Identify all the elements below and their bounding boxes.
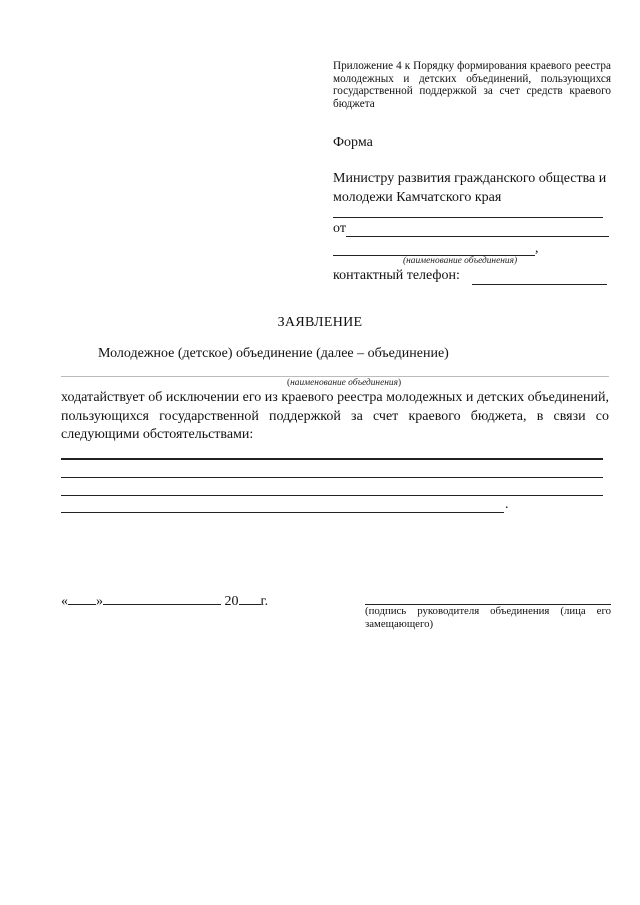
intro-text: Молодежное (детское) объединение (далее – объединение) — [98, 346, 449, 361]
year-suffix: г. — [260, 594, 269, 609]
org-name-line[interactable] — [61, 376, 609, 377]
org-name-hint-header: (наименование объединения) — [403, 256, 518, 266]
circumstances-line-1[interactable] — [61, 458, 603, 460]
phone-label: контактный телефон: — [333, 268, 460, 283]
addressee-blank-line[interactable] — [333, 217, 603, 218]
form-label: Форма — [333, 135, 373, 150]
addressee: Министру развития гражданского общества и молодежи Камчатского края — [333, 171, 607, 205]
hint-close-paren: ) — [397, 378, 402, 388]
hint-text: наименование объединения — [290, 378, 398, 388]
year-blank[interactable] — [239, 590, 261, 605]
year-prefix: 20 — [224, 594, 239, 609]
appendix-note: Приложение 4 к Порядку формирования краевого реестра молодежных и детских объединений, пользующихся государственной поддержкой за счет средств краевого бюджета — [333, 60, 611, 110]
circumstances-line-3[interactable] — [61, 495, 603, 496]
hint-open-paren: ( — [287, 378, 291, 388]
final-period: . — [505, 497, 509, 512]
quote-close: » — [96, 594, 103, 609]
month-blank[interactable] — [103, 590, 221, 605]
body-text: ходатайствует об исключении его из краевого реестра молодежных и детских объединений, пользующихся государственной поддержкой за счет краевого бюджета, в связи со следующими обстоятельствами: — [61, 390, 609, 443]
from-label: от — [333, 221, 346, 236]
quote-open: « — [61, 594, 68, 609]
signature-caption: (подпись руководителя объединения (лица его замещающего) — [365, 605, 611, 630]
circumstances-line-4[interactable] — [61, 512, 504, 513]
page-title: ЗАЯВЛЕНИЕ — [277, 315, 363, 330]
phone-blank-line[interactable] — [472, 284, 607, 285]
comma: , — [535, 241, 539, 256]
day-blank[interactable] — [68, 590, 96, 605]
circumstances-line-2[interactable] — [61, 477, 603, 478]
date-field — [61, 590, 268, 610]
from-blank-line[interactable] — [346, 236, 609, 237]
org-name-hint — [287, 378, 401, 388]
